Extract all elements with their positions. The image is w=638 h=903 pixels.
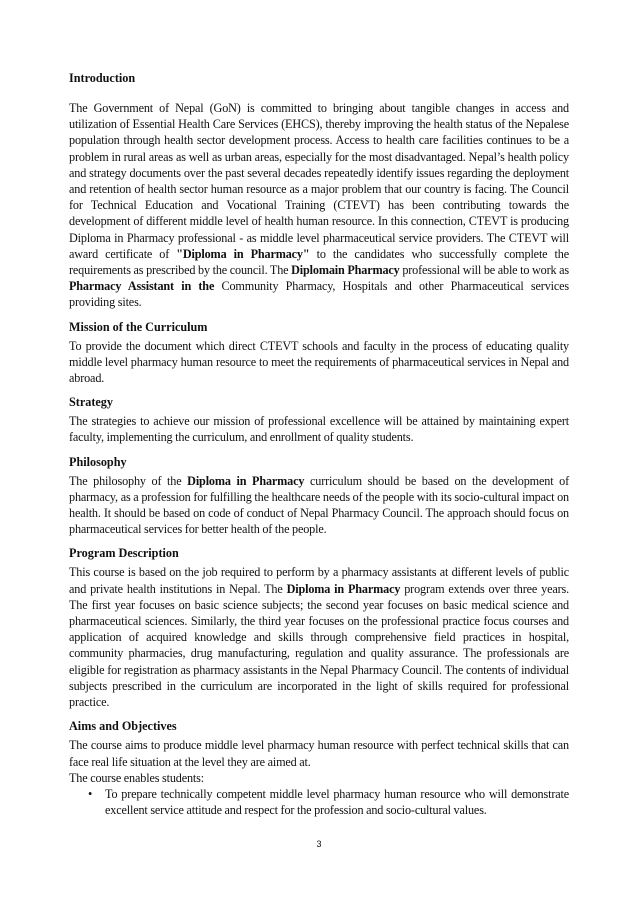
intro-bold-1: "Diploma in Pharmacy" <box>176 246 310 261</box>
philosophy-bold-1: Diploma in Pharmacy <box>187 473 305 488</box>
strategy-heading: Strategy <box>69 395 113 410</box>
philosophy-section <box>69 454 569 538</box>
aims-paragraph: The course aims to produce middle level pharmacy human resource with perfect technical skills that can face real life situation at the level they are aimed at. <box>69 738 569 769</box>
strategy-section <box>69 394 569 445</box>
program-text-1: This course is based on the job required to perform by a pharmacy assistants at different levels of public and private health institutions in Nepal. The <box>69 565 569 596</box>
aims-section <box>69 718 569 818</box>
program-heading: Program Description <box>69 546 179 561</box>
strategy-paragraph: The strategies to achieve our mission of professional excellence will be attained by maintaining expert faculty, implementing the curriculum, and enrollment of quality students. <box>69 414 569 445</box>
mission-paragraph: To provide the document which direct CTEVT schools and faculty in the process of educating quality middle level pharmacy human resource to meet the requirements of pharmaceutical services in Nepal and abroad. <box>69 338 569 386</box>
intro-text-2: to the candidates who successfully complete the requirements as prescribed by the council. The <box>69 246 569 278</box>
aims-lead-in: The course enables students: <box>69 770 204 785</box>
philosophy-paragraph <box>69 473 569 538</box>
philosophy-text-2: curriculum should be based on the development of pharmacy, as a profession for fulfilling the healthcare needs of the people with its socio-cultural impact on health. It should be based on code of conduct of Nepal Pharmacy Council. The approach should focus on pharmaceutical services for better health of the people. <box>69 473 569 537</box>
intro-text-4: Community Pharmacy, Hospitals and other Pharmaceutical services providing sites. <box>69 279 569 310</box>
aims-heading: Aims and Objectives <box>69 719 177 734</box>
program-bold-1: Diploma in Pharmacy <box>286 581 401 596</box>
mission-section <box>69 319 569 387</box>
list-item-text: To prepare technically competent middle level pharmacy human resource who will demonstrate excellent service attitude and respect for the profession and socio-cultural values. <box>105 786 569 818</box>
introduction-heading: Introduction <box>69 71 136 85</box>
aims-list <box>69 786 569 818</box>
program-paragraph <box>69 564 569 710</box>
mission-heading: Mission of the Curriculum <box>69 319 208 334</box>
intro-bold-2: Diplomain Pharmacy <box>291 263 400 278</box>
program-text-2: program extends over three years. The first year focuses on basic science subjects; the second year focuses on basic medical science and pharmaceutical sciences. Similarly, the third year focuses on the professional practice focus courses and application of acquired knowledge and skills through comprehensive field practices in hospital, community pharmacies, drug manufacturing, regulation and quality assurance. The professionals are eligible for registration as pharmacy assistants in the Nepal Pharmacy Council. The contents of individual subjects prescribed in the curriculum are incorporated in the light of skills required for professional practice. <box>69 581 569 710</box>
program-section <box>69 545 569 710</box>
intro-text-1: The Government of Nepal (GoN) is committed to bringing about tangible changes in access and utilization of Essential Health Care Services (EHCS), thereby improving the health status of the Nepalese population through health sector development process. Access to health care facilities continues to be a problem in rural areas as well as urban areas, especially for the most disadvantaged. Nepal’s health policy and strategy documents over the past several decades repeatedly identify issues regarding the deployment and retention of health sector human resource as a major problem that our country is facing. The Council for Technical Education and Vocational Training (CTEVT) has been contributing towards the development of different middle level of health human resource. In this connection, CTEVT is producing Diploma in Pharmacy professional - as middle level pharmaceutical service providers. The CTEVT will award certificate of <box>69 101 569 261</box>
page-content <box>69 70 569 818</box>
intro-bold-3: Pharmacy Assistant in the <box>69 279 215 294</box>
page-number: 3 <box>316 839 322 849</box>
introduction-paragraph <box>69 100 569 311</box>
intro-text-3: professional will be able to work as <box>399 263 570 278</box>
list-item <box>69 786 569 818</box>
philosophy-heading: Philosophy <box>69 454 127 469</box>
bullet-icon: • <box>88 786 93 801</box>
philosophy-text-1: The philosophy of the <box>69 473 188 488</box>
